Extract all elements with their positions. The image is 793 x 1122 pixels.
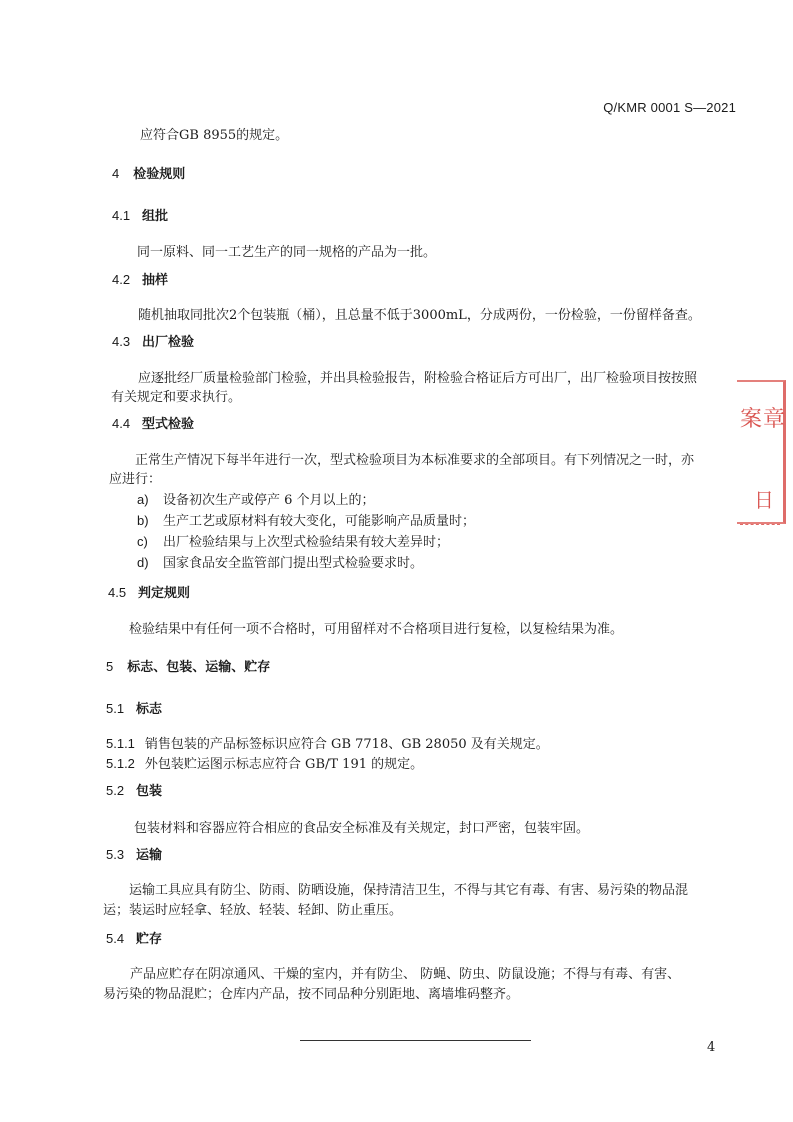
list-item-marker: d) [137,555,149,570]
paragraph-line: 产品应贮存在阴凉通风、干燥的室内，并有防尘、 防蝇、防虫、防鼠设施；不得与有毒、有害、 [130,967,681,982]
paragraph-line: 正常生产情况下每半年进行一次，型式检验项目为本标准要求的全部项目。有下列情况之一时，亦 [135,453,695,468]
section-number: 5.1 [106,701,125,716]
list-item-marker: b) [137,513,149,528]
subsection-text: 销售包装的产品标签标识应符合 GB 7718、GB 28050 及有关规定。 [144,737,549,752]
section-number: 4.5 [108,585,127,600]
list-item-text: 设备初次生产或停产 6 个月以上的； [163,493,375,508]
section-title: 贮存 [136,932,163,947]
section-title: 抽样 [142,273,169,288]
section-heading-4-4 [112,416,194,433]
section-title: 检验规则 [133,167,186,182]
paragraph-line: 易污染的物品混贮；仓库内产品，按不同品种分别距地、离墙堆码整齐。 [103,987,520,1002]
section-title: 运输 [136,848,163,863]
list-item-marker: a) [137,492,149,507]
list-item-text: 生产工艺或原材料有较大变化，可能影响产品质量时； [163,514,476,529]
list-item [137,534,449,551]
list-item [137,555,423,572]
section-title: 判定规则 [138,586,191,601]
paragraph-line: 运；装运时应轻拿、轻放、轻装、轻卸、防止重压。 [103,903,403,918]
section-title: 组批 [142,209,169,224]
paragraph-line: 同一原料、同一工艺生产的同一规格的产品为一批。 [137,245,437,260]
paragraph-line: 随机抽取同批次2个包装瓶（桶），且总量不低于3000mL，分成两份，一份检验，一份留样备查。 [138,308,701,323]
paragraph-line: 应进行： [109,472,162,487]
list-item [137,492,375,509]
list-item-marker: c) [137,534,148,549]
section-title: 包装 [136,784,163,799]
footer-divider [300,1040,531,1041]
section-title: 标志 [136,702,163,717]
section-heading-5-2 [106,783,162,800]
paragraph-line: 应符合GB 8955的规定。 [140,128,289,143]
section-title: 型式检验 [142,417,195,432]
section-number: 4.1 [112,208,131,223]
section-number: 4 [112,166,120,181]
section-number: 4.2 [112,272,131,287]
section-heading-4-5 [108,585,190,602]
section-heading-5-1 [106,701,162,718]
section-heading-4-1 [112,208,168,225]
paragraph-line: 应逐批经厂质量检验部门检验，并出具检验报告，附检验合格证后方可出厂，出厂检验项目按按照 [138,371,698,386]
section-heading-5-4 [106,931,162,948]
paragraph-line: 运输工具应具有防尘、防雨、防晒设施，保持清洁卫生，不得与其它有毒、有害、易污染的物品混 [129,883,689,898]
subsection-line [106,736,549,753]
section-heading-4-2 [112,272,168,289]
section-heading-5 [106,659,270,676]
section-number: 5.3 [106,847,125,862]
paragraph-line: 包装材料和容器应符合相应的食品安全标准及有关规定，封口严密，包装牢固。 [134,821,590,836]
paragraph-line: 有关规定和要求执行。 [111,390,242,405]
list-item-text: 国家食品安全监管部门提出型式检验要求时。 [163,556,424,571]
section-number: 4.4 [112,416,131,431]
section-title: 出厂检验 [142,335,195,350]
section-number: 5 [106,659,114,674]
section-number: 4.3 [112,334,131,349]
section-heading-5-3 [106,847,162,864]
document-code: Q/KMR 0001 S—2021 [603,100,736,115]
section-title: 标志、包装、运输、贮存 [127,660,271,675]
subsection-line [106,756,423,773]
subsection-number: 5.1.2 [106,756,135,771]
subsection-text: 外包装贮运图示标志应符合 GB/T 191 的规定。 [144,757,424,772]
stamp-seal-dashed-line [740,524,780,525]
section-number: 5.4 [106,931,125,946]
list-item [137,513,475,530]
list-item-text: 出厂检验结果与上次型式检验结果有较大差异时； [163,535,450,550]
section-heading-4 [112,166,185,183]
stamp-seal-text: 案章 [740,407,787,432]
stamp-seal-text: 日 [754,488,774,512]
page-number: 4 [707,1040,716,1055]
section-heading-4-3 [112,334,194,351]
subsection-number: 5.1.1 [106,736,135,751]
paragraph-line: 检验结果中有任何一项不合格时，可用留样对不合格项目进行复检，以复检结果为准。 [129,622,624,637]
section-number: 5.2 [106,783,125,798]
